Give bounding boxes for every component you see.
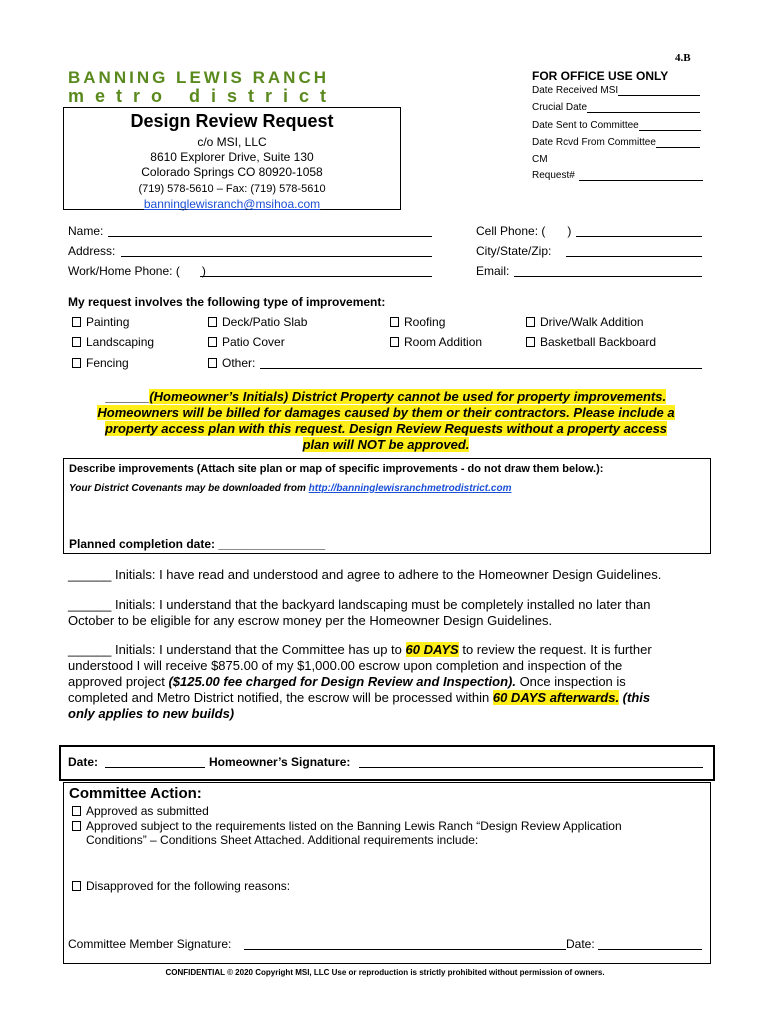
initials-line <box>68 642 708 658</box>
checkbox-label: Basketball Backboard <box>540 335 657 349</box>
member-signature-label: Committee Member Signature: <box>68 937 232 951</box>
homeowner-signature-box <box>59 745 715 781</box>
page-number: 4.B <box>675 52 691 64</box>
office-field <box>532 154 548 165</box>
checkbox-icon[interactable] <box>208 317 217 327</box>
checkbox-icon[interactable] <box>526 337 535 347</box>
office-field-line[interactable] <box>579 170 703 181</box>
office-field-label: Crucial Date <box>532 102 588 113</box>
office-use-title: FOR OFFICE USE ONLY <box>532 69 669 83</box>
committee-action-box <box>63 782 711 964</box>
checkbox-icon[interactable] <box>526 317 535 327</box>
initials-text: to review the request. It is further <box>458 642 652 657</box>
office-field <box>532 120 701 131</box>
office-field-line[interactable] <box>639 120 701 131</box>
warning-text: (Homeowner’s Initials) District Property cannot be used for property improvements. <box>149 389 667 404</box>
planned-completion[interactable]: Planned completion date: ________________ <box>69 537 326 551</box>
homeowner-signature-field[interactable] <box>359 767 703 768</box>
email-link[interactable]: banninglewisranch@msihoa.com <box>143 197 321 211</box>
warning-line <box>70 405 702 421</box>
member-date-field[interactable] <box>598 949 702 950</box>
checkbox-label: Fencing <box>86 356 129 370</box>
checkbox-fencing[interactable] <box>72 356 129 370</box>
highlight-60-days-afterwards: 60 DAYS afterwards. <box>492 690 620 705</box>
city-label: City/State/Zip: <box>476 244 552 258</box>
office-field-label: Date Received MSI <box>532 85 619 96</box>
checkbox-approved[interactable] <box>72 804 209 818</box>
brand-name: BANNING LEWIS RANCH <box>68 68 329 87</box>
sig-date-field[interactable] <box>105 767 205 768</box>
initials-committee <box>68 642 708 722</box>
checkbox-icon[interactable] <box>72 337 81 347</box>
cell-label-text: Cell Phone: ( <box>476 224 546 238</box>
checkbox-icon[interactable] <box>208 337 217 347</box>
warning-text: Homeowners will be billed for damages caused by them or their contractors. Please include a <box>97 405 675 420</box>
checkbox-label: Disapproved for the following reasons: <box>86 879 291 893</box>
other-field[interactable] <box>260 368 702 369</box>
checkbox-label: Patio Cover <box>222 335 285 349</box>
cell-label <box>476 224 571 238</box>
warning-line <box>70 421 702 437</box>
cell-close: ) <box>567 224 572 238</box>
city-field[interactable] <box>566 256 702 257</box>
checkbox-label: Room Addition <box>404 335 483 349</box>
checkbox-deck[interactable] <box>208 315 307 329</box>
fee-text: ($125.00 fee charged for Design Review and Inspection). <box>168 674 516 689</box>
office-field <box>532 85 700 96</box>
member-signature-field[interactable] <box>244 949 566 950</box>
checkbox-landscaping[interactable] <box>72 335 154 349</box>
checkbox-patio-cover[interactable] <box>208 335 285 349</box>
checkbox-basketball[interactable] <box>526 335 656 349</box>
cell-field[interactable] <box>576 236 702 237</box>
covenants-label: Your District Covenants may be downloaded from <box>69 483 309 494</box>
address-line: 8610 Explorer Drive, Suite 130 <box>150 150 314 164</box>
checkbox-icon[interactable] <box>390 337 399 347</box>
checkbox-icon[interactable] <box>72 881 81 891</box>
checkbox-icon[interactable] <box>72 317 81 327</box>
checkbox-label: Approved as submitted <box>86 804 209 818</box>
warning-text: property access plan with this request. Design Review Requests without a property access <box>104 421 668 436</box>
address-line: c/o MSI, LLC <box>197 135 267 149</box>
footer-confidential: CONFIDENTIAL © 2020 Copyright MSI, LLC Use or reproduction is strictly prohibited without permission of owners. <box>165 968 605 977</box>
checkbox-label-cont: Conditions” – Conditions Sheet Attached. Additional requirements include: <box>86 833 479 847</box>
warning-line <box>70 437 702 453</box>
checkbox-icon[interactable] <box>72 358 81 368</box>
checkbox-drive[interactable] <box>526 315 644 329</box>
office-field-label: Date Rcvd From Committee <box>532 137 656 148</box>
address-line: Colorado Springs CO 80920-1058 <box>141 165 323 179</box>
initials-text: ______ Initials: I understand that the Committee has up to <box>68 642 406 657</box>
homeowner-signature-label: Homeowner’s Signature: <box>209 755 351 769</box>
checkbox-icon[interactable] <box>72 806 81 816</box>
checkbox-icon[interactable] <box>208 358 217 368</box>
office-field-label: Date Sent to Committee <box>532 120 639 131</box>
checkbox-label: Roofing <box>404 315 446 329</box>
brand-subtitle: metro district <box>68 86 338 106</box>
warning-text: plan will NOT be approved. <box>302 437 470 452</box>
highlight-60-days: 60 DAYS <box>405 642 459 657</box>
covenants-link[interactable]: http://banninglewisranchmetrodistrict.com <box>308 483 512 494</box>
initials-guidelines: ______ Initials: I have read and understood and agree to adhere to the Homeowner Design Guidelines. <box>68 567 662 582</box>
initials-text: only applies to new builds) <box>68 706 235 721</box>
office-field-label: Request# <box>532 170 575 181</box>
address-field[interactable] <box>121 256 432 257</box>
email-field[interactable] <box>514 276 702 277</box>
office-field <box>532 102 700 113</box>
checkbox-disapproved[interactable] <box>72 879 290 893</box>
phone-field[interactable] <box>200 276 432 277</box>
name-field[interactable] <box>108 236 432 237</box>
office-field <box>532 170 703 181</box>
describe-heading: Describe improvements (Attach site plan or map of specific improvements - do not draw them below.): <box>69 463 604 475</box>
initials-text: ______ Initials: I understand that the backyard landscaping must be completely installed no later than <box>68 597 651 612</box>
checkbox-icon[interactable] <box>390 317 399 327</box>
office-field <box>532 137 700 148</box>
phone-close: ) <box>201 264 206 278</box>
initials-line <box>68 690 708 706</box>
phone-label-text: Work/Home Phone: ( <box>68 264 180 278</box>
name-label: Name: <box>68 224 104 238</box>
checkbox-label: Other: <box>222 356 256 370</box>
covenants-text <box>69 483 511 494</box>
phone-fax: (719) 578-5610 – Fax: (719) 578-5610 <box>138 183 326 195</box>
checkbox-icon[interactable] <box>72 821 81 831</box>
describe-box[interactable] <box>63 458 711 554</box>
office-field-line[interactable] <box>618 85 700 96</box>
initials-text: completed and Metro District notified, the escrow will be processed within <box>68 690 493 705</box>
email-label: Email: <box>476 264 510 278</box>
form-title: Design Review Request <box>130 111 334 131</box>
warning-line <box>70 389 702 405</box>
office-field-line[interactable] <box>656 137 700 148</box>
checkbox-label: Painting <box>86 315 130 329</box>
checkbox-label: Approved subject to the requirements listed on the Banning Lewis Ranch “Design Review Application <box>86 819 622 833</box>
checkbox-label: Landscaping <box>86 335 155 349</box>
checkbox-room-addition[interactable] <box>390 335 482 349</box>
initials-text: approved project <box>68 674 169 689</box>
sig-date-label: Date: <box>68 755 99 769</box>
member-date-label: Date: <box>566 937 595 951</box>
checkbox-painting[interactable] <box>72 315 129 329</box>
checkbox-roofing[interactable] <box>390 315 445 329</box>
checkbox-label: Drive/Walk Addition <box>540 315 644 329</box>
initials-text: October to be eligible for any escrow money per the Homeowner Design Guidelines. <box>68 613 553 628</box>
initials-landscaping <box>68 597 650 629</box>
office-field-line[interactable] <box>587 102 700 113</box>
committee-title: Committee Action: <box>69 785 202 802</box>
initials-text: Once inspection is <box>515 674 626 689</box>
checkbox-approved-subject[interactable] <box>72 819 622 847</box>
office-field-label: CM <box>532 154 548 165</box>
initials-text: understood I will receive $875.00 of my $1,000.00 escrow upon completion and inspection of the <box>68 658 623 673</box>
initials-text: (this <box>619 690 651 705</box>
checkbox-other[interactable] <box>208 356 255 370</box>
checkbox-label: Deck/Patio Slab <box>222 315 308 329</box>
phone-label <box>68 264 206 278</box>
initials-blank[interactable]: ______ <box>105 389 150 404</box>
improvement-heading: My request involves the following type of improvement: <box>68 295 386 309</box>
initials-line <box>68 674 708 690</box>
header-address-box <box>63 107 401 210</box>
address-label: Address: <box>68 244 116 258</box>
property-warning <box>70 389 702 453</box>
